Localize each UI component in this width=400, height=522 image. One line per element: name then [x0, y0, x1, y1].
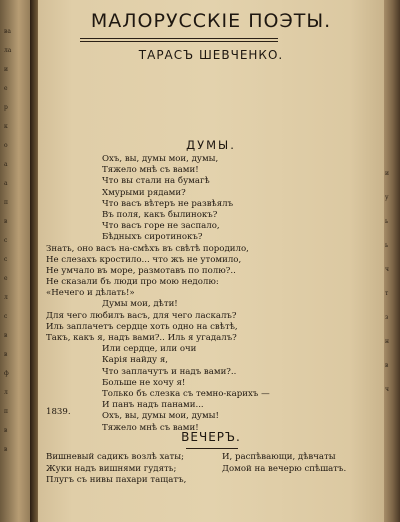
left-page-fragment: ла [4, 47, 12, 54]
poem-line: Не сказали бъ люди про мою недолю: [46, 277, 219, 288]
left-page-fragment: ва [4, 28, 11, 35]
left-page-fragment: в [4, 427, 8, 434]
left-page-fragment: п [4, 199, 8, 206]
left-page-fragment: р [4, 104, 8, 111]
poem-line: Больше не хочу я! [102, 377, 186, 388]
second-poem-right-line: И, распѣвающи, дѣвчаты [222, 452, 336, 462]
left-page-fragment: а [4, 161, 8, 168]
left-page-fragment: о [4, 142, 8, 149]
right-page-fragment: ь [385, 218, 389, 225]
section-title: МАЛОРУССКІЕ ПОЭТЫ. [90, 10, 332, 32]
poem-body [46, 154, 376, 434]
right-page-fragment: т [385, 290, 389, 297]
book-page [38, 0, 384, 522]
poem-line: Что вы стали на бумагѣ [102, 176, 210, 187]
poem-line: Не умчало въ море, размотавъ по полю?.. [46, 265, 236, 276]
right-page-fragment: н [385, 338, 389, 345]
right-page-fragment: у [385, 194, 389, 201]
poem-line: Для чего любилъ васъ, для чего ласкалъ? [46, 310, 237, 321]
right-page-fragment: ь [385, 242, 389, 249]
second-poem-title: ВЕЧЕРЪ. [181, 430, 241, 444]
poem-line: Охъ, вы, думы мои, думы, [102, 154, 219, 164]
second-poem-left-line: Плугъ съ нивы пахари тащатъ, [46, 475, 187, 485]
second-poem-left-line: Вишневый садикъ возлѣ хаты; [46, 452, 185, 462]
poem-line: «Нечего и дѣлать!» [46, 288, 135, 299]
second-poem-left-line: Жуки надъ вишнями гудять; [46, 463, 177, 474]
left-page-fragment: в [4, 446, 8, 453]
left-page-fragment: с [4, 237, 8, 244]
poem-line: Карія найду я, [102, 355, 168, 366]
left-page-fragment: к [4, 123, 8, 130]
poem-line: Что васъ горе не заспало, [102, 221, 220, 232]
right-page-fragment: в [385, 362, 389, 369]
left-page-fragment: и [4, 66, 8, 73]
left-page-edge [0, 0, 34, 522]
poem-line: Знать, оно васъ на-смѣхъ въ свѣтѣ породило, [46, 243, 249, 254]
poem-line: Только бъ слезка съ темно-карихъ — [102, 388, 270, 399]
left-page-fragment: а [4, 180, 8, 187]
poem-line: Что заплачутъ и надъ вами?.. [102, 366, 237, 377]
poem-line: Охъ, вы, думы мои, думы! [102, 411, 219, 422]
right-page-fragment: и [385, 170, 389, 177]
poem-line: Думы мои, дѣти! [102, 299, 178, 310]
poem-line: И панъ надъ панами... [102, 400, 204, 411]
second-poem-rule [186, 448, 238, 449]
poem-line: Не слезахъ кростило... что жъ не утомило, [46, 254, 242, 265]
second-poem-row [46, 475, 380, 487]
left-page-fragment: е [4, 85, 8, 92]
poem-date: 1839. [46, 407, 71, 417]
left-page-fragment: п [4, 408, 8, 415]
poem-line: Такъ, какъ я, надъ вами?.. Иль я угадалъ? [46, 333, 237, 343]
author-heading: ТАРАСЪ ШЕВЧЕНКО. [138, 48, 284, 62]
left-page-fragment: л [4, 294, 8, 301]
left-page-fragment: с [4, 256, 8, 263]
title-rule-thick [80, 38, 278, 39]
poem-line: Въ поля, какъ былинокъ? [102, 209, 218, 220]
right-page-fragment: ч [385, 386, 389, 393]
second-poem-body [46, 452, 380, 487]
left-page-fragment: в [4, 332, 8, 339]
title-rule-thin [80, 41, 278, 42]
left-page-fragment: е [4, 275, 8, 282]
right-page-fragment: з [385, 314, 389, 321]
poem-line: Хмурыми рядами? [102, 187, 186, 198]
left-page-fragment: в [4, 351, 8, 358]
right-page-fragment: ч [385, 266, 389, 273]
poem-line: Или сердце, или очи [102, 344, 197, 355]
left-page-fragment: ф [4, 370, 9, 377]
poem-line: Тяжело мнѣ съ вами! [102, 165, 199, 176]
poem-line: Иль заплачетъ сердце хоть одно на свѣтѣ, [46, 321, 238, 332]
poem-line: Бѣдныхъ сиротинокъ? [102, 232, 203, 243]
second-poem-row [46, 452, 380, 464]
left-page-fragment: с [4, 313, 8, 320]
second-poem-right-line: Домой на вечерю спѣшатъ. [222, 463, 347, 474]
left-page-fragment: л [4, 389, 8, 396]
poem-line: Что васъ вѣтеръ не развѣялъ [102, 198, 234, 209]
poem-line: Тяжело мнѣ съ вами! [102, 422, 199, 433]
left-page-fragment: в [4, 218, 8, 225]
second-poem-row [46, 464, 380, 476]
poem-title: ДУМЫ. [186, 138, 236, 152]
right-page-edge [382, 0, 400, 522]
